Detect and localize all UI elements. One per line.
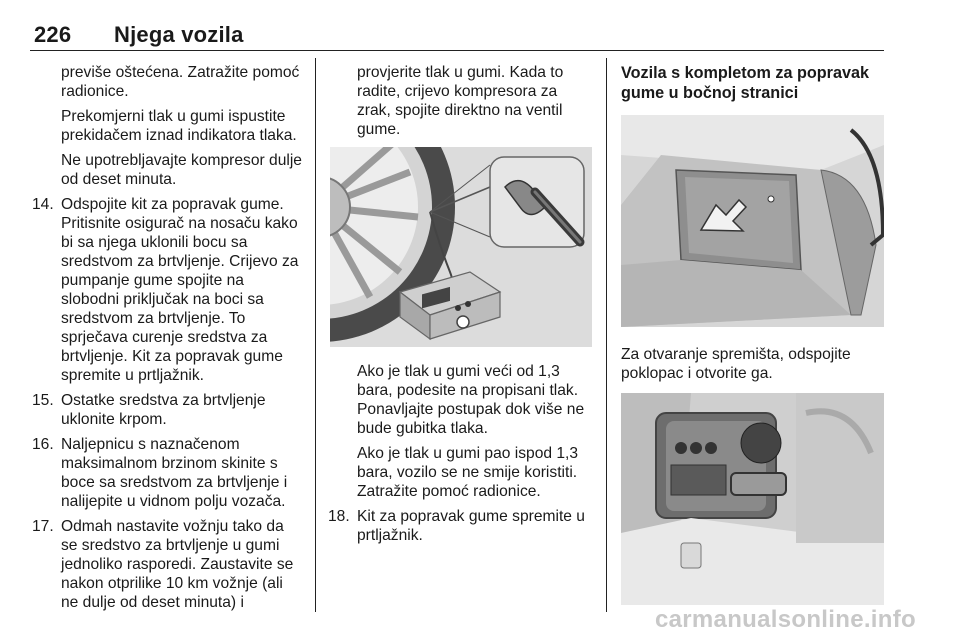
paragraph: Ne upotrebljavajte kompresor dulje od deset minuta. <box>61 152 302 188</box>
open-storage-compartment-illustration <box>621 393 884 605</box>
step-text: Odmah nastavite vožnju tako da se sredstvo za brtvljenje u gumi jednoliko rasporedi. Zaustavite se nakon otprilike 10 km vožnje (ali ne dulje od deset minuta) i <box>61 518 294 611</box>
column-1 <box>34 63 304 618</box>
column-2 <box>330 63 595 551</box>
column-divider-2 <box>606 58 607 612</box>
header-rule <box>30 50 884 51</box>
trunk-side-panel-illustration <box>621 115 884 327</box>
paragraph: Prekomjerni tlak u gumi ispustite prekidačem iznad indikatora tlaka. <box>61 108 297 144</box>
step-number: 14. <box>32 196 54 213</box>
step-number: 18. <box>328 508 350 525</box>
paragraph: previše oštećena. Zatražite pomoć radionice. <box>61 64 300 100</box>
step-16 <box>34 435 304 511</box>
step-text: Odspojite kit za popravak gume. Pritisnite osigurač na nosaču kako bi sa njega uklonili bocu sa sredstvom za brtvljenje. Crijevo za pumpanje gume spojite na slobodni priključak na boci sa sredstvom za brtvljenje. To sprječava curenje sredstva za brtvljenje. Kit za popravak gume spremite u prtljažnik. <box>61 196 299 384</box>
step-14 <box>34 195 304 385</box>
step-18 <box>330 507 595 545</box>
page-number: 226 <box>34 22 72 47</box>
step-text: Ostatke sredstva za brtvljenje uklonite krpom. <box>61 392 266 428</box>
image-caption: Za otvaranje spremišta, odspojite poklopac i otvorite ga. <box>621 346 851 382</box>
step-number: 17. <box>32 518 54 535</box>
column-3 <box>621 63 886 605</box>
step-text: Kit za popravak gume spremite u prtljažnik. <box>357 508 585 544</box>
step-number: 15. <box>32 392 54 409</box>
compressor-illustration <box>330 147 592 347</box>
section-heading: Vozila s kompletom za popravak gume u bočnoj stranici <box>621 64 869 102</box>
paragraph: Ako je tlak u gumi pao ispod 1,3 bara, vozilo se ne smije koristiti. Zatražite pomoć radionice. <box>357 445 579 500</box>
step-17 <box>34 517 304 612</box>
step-number: 16. <box>32 436 54 453</box>
step-text: Naljepnicu s naznačenom maksimalnom brzinom skinite s boce sa sredstvom za brtvljenje i nalijepite u vidnom polju vozača. <box>61 436 288 510</box>
watermark: carmanualsonline.info <box>654 606 916 633</box>
column-divider-1 <box>315 58 316 612</box>
section-title: Njega vozila <box>114 22 244 47</box>
page-header <box>34 22 244 48</box>
step-15 <box>34 391 304 429</box>
paragraph: provjerite tlak u gumi. Kada to radite, crijevo kompresora za zrak, spojite direktno na ventil gume. <box>357 64 564 138</box>
paragraph: Ako je tlak u gumi veći od 1,3 bara, podesite na propisani tlak. Ponavljajte postupak dok više ne bude gubitka tlaka. <box>357 363 585 437</box>
